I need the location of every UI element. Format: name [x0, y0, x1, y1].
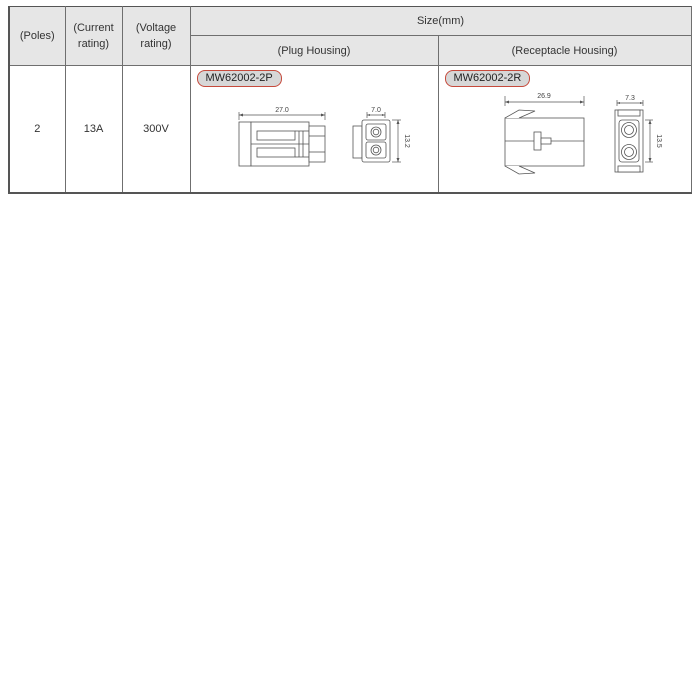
- header-size: Size(mm): [190, 7, 691, 36]
- receptacle-part-number: MW62002-2R: [445, 70, 531, 87]
- plug-length-dim: 27.0: [274, 107, 289, 114]
- connector-spec-table: [8, 6, 692, 194]
- plug-width-dim: 7.0: [370, 107, 381, 114]
- receptacle-front-view: [615, 110, 643, 172]
- receptacle-width-dim: 7.3: [624, 95, 635, 102]
- cell-poles: 2: [9, 66, 65, 194]
- header-current-rating: (Current rating): [65, 7, 122, 66]
- header-poles: (Poles): [9, 7, 65, 66]
- cell-current-rating: 13A: [65, 66, 122, 194]
- cell-voltage-rating: 300V: [122, 66, 190, 194]
- cell-receptacle-drawing: [438, 66, 691, 194]
- receptacle-height-dim: 13.5: [654, 134, 662, 148]
- cell-plug-drawing: [190, 66, 438, 194]
- header-plug-housing: (Plug Housing): [190, 36, 438, 66]
- header-voltage-rating: (Voltage rating): [122, 7, 190, 66]
- plug-front-view: [353, 120, 390, 162]
- receptacle-side-view: [505, 110, 584, 174]
- header-receptacle-housing: (Receptacle Housing): [438, 36, 691, 66]
- plug-side-view: [239, 122, 325, 166]
- receptacle-length-dim: 26.9: [536, 93, 551, 100]
- plug-height-dim: 13.2: [402, 134, 410, 148]
- plug-part-number: MW62002-2P: [197, 70, 282, 87]
